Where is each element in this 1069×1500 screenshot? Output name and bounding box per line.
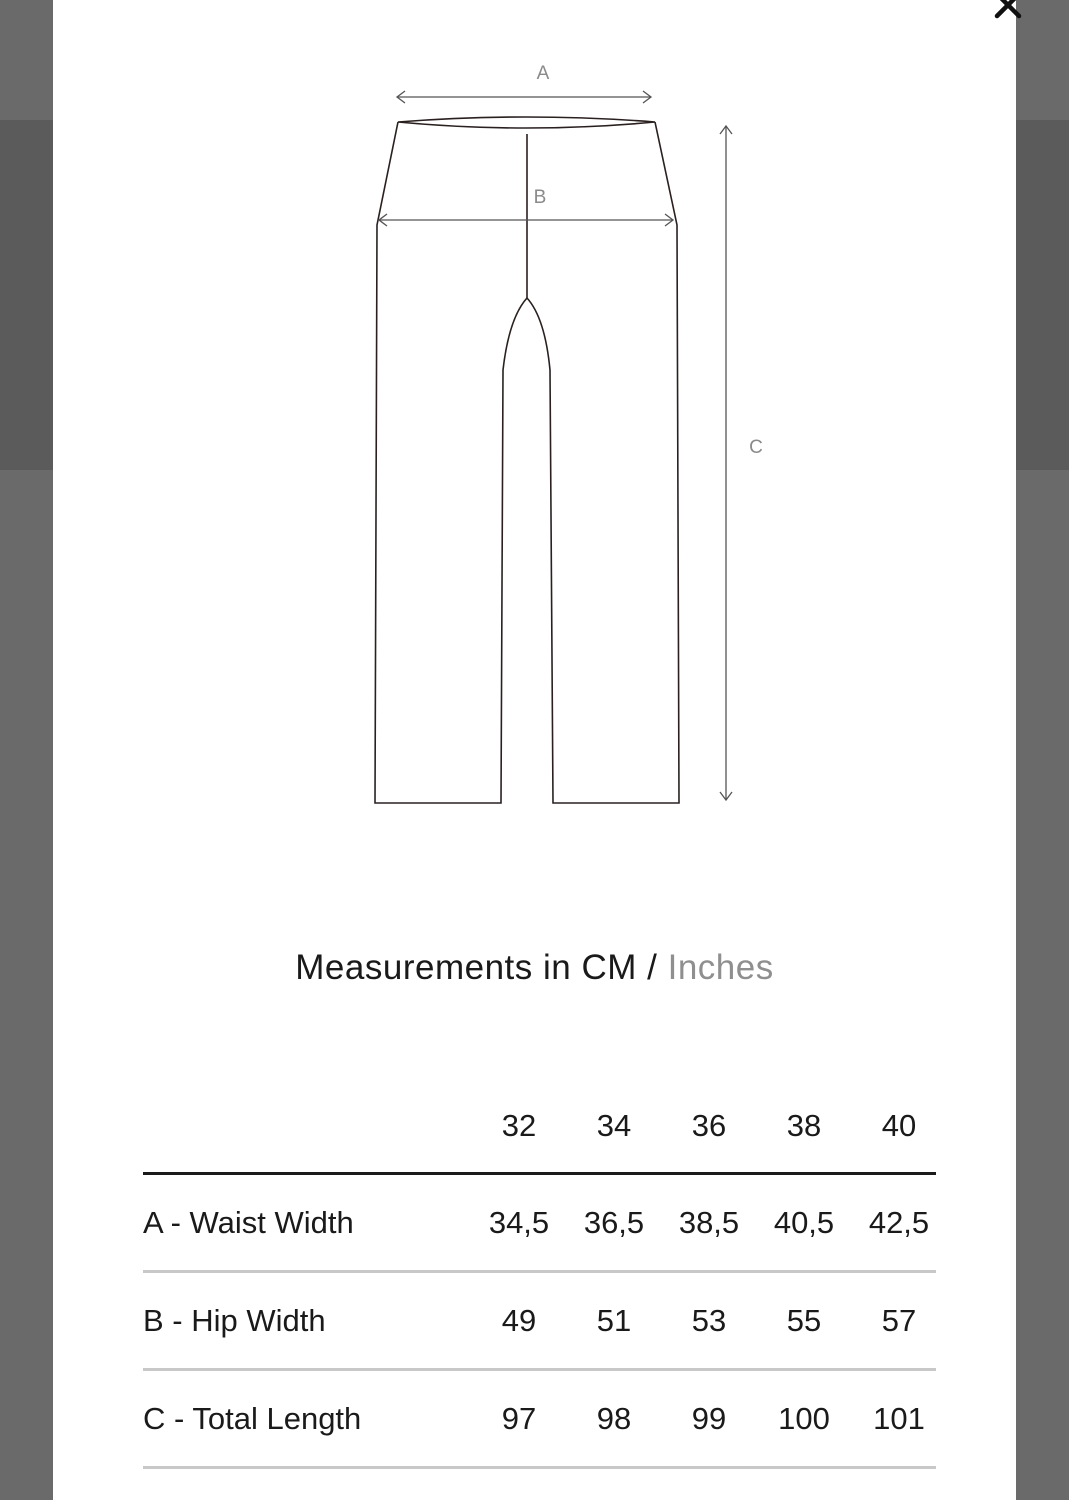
unit-cm-toggle[interactable]: Measurements in CM xyxy=(295,948,637,987)
size-table xyxy=(143,1100,936,1469)
size-guide-modal xyxy=(53,0,1016,1500)
table-cell: 55 xyxy=(786,1303,822,1338)
table-cell: 53 xyxy=(691,1303,727,1338)
row-label: B - Hip Width xyxy=(143,1303,326,1338)
pants-measurement-diagram xyxy=(53,0,1016,840)
backdrop-band-right xyxy=(1016,120,1069,470)
table-cell: 49 xyxy=(501,1303,537,1338)
size-header-cell: 40 xyxy=(881,1108,917,1143)
table-cell: 98 xyxy=(596,1401,632,1436)
size-header-cell: 36 xyxy=(691,1108,727,1143)
backdrop-band-left xyxy=(0,120,53,470)
table-cell: 57 xyxy=(881,1303,917,1338)
table-cell: 36,5 xyxy=(583,1205,645,1240)
table-row-hip xyxy=(143,1273,936,1371)
unit-inches-toggle[interactable]: Inches xyxy=(667,948,774,987)
measurement-unit-heading xyxy=(53,948,1016,988)
table-cell: 42,5 xyxy=(868,1205,930,1240)
table-cell: 38,5 xyxy=(678,1205,740,1240)
label-c: C xyxy=(749,437,763,458)
size-header-row xyxy=(143,1100,936,1175)
table-cell: 101 xyxy=(873,1401,925,1436)
size-header-cell: 32 xyxy=(501,1108,537,1143)
unit-separator: / xyxy=(647,948,658,987)
table-row-length xyxy=(143,1371,936,1469)
table-cell: 51 xyxy=(596,1303,632,1338)
size-header-cell: 34 xyxy=(596,1108,632,1143)
label-b: B xyxy=(533,187,547,208)
table-cell: 100 xyxy=(778,1401,830,1436)
table-cell: 34,5 xyxy=(488,1205,550,1240)
size-header-cell: 38 xyxy=(786,1108,822,1143)
label-a: A xyxy=(536,63,550,84)
table-cell: 99 xyxy=(691,1401,727,1436)
row-label: A - Waist Width xyxy=(143,1205,354,1240)
table-row-waist xyxy=(143,1175,936,1273)
table-cell: 97 xyxy=(501,1401,537,1436)
row-label: C - Total Length xyxy=(143,1401,362,1436)
table-cell: 40,5 xyxy=(773,1205,835,1240)
